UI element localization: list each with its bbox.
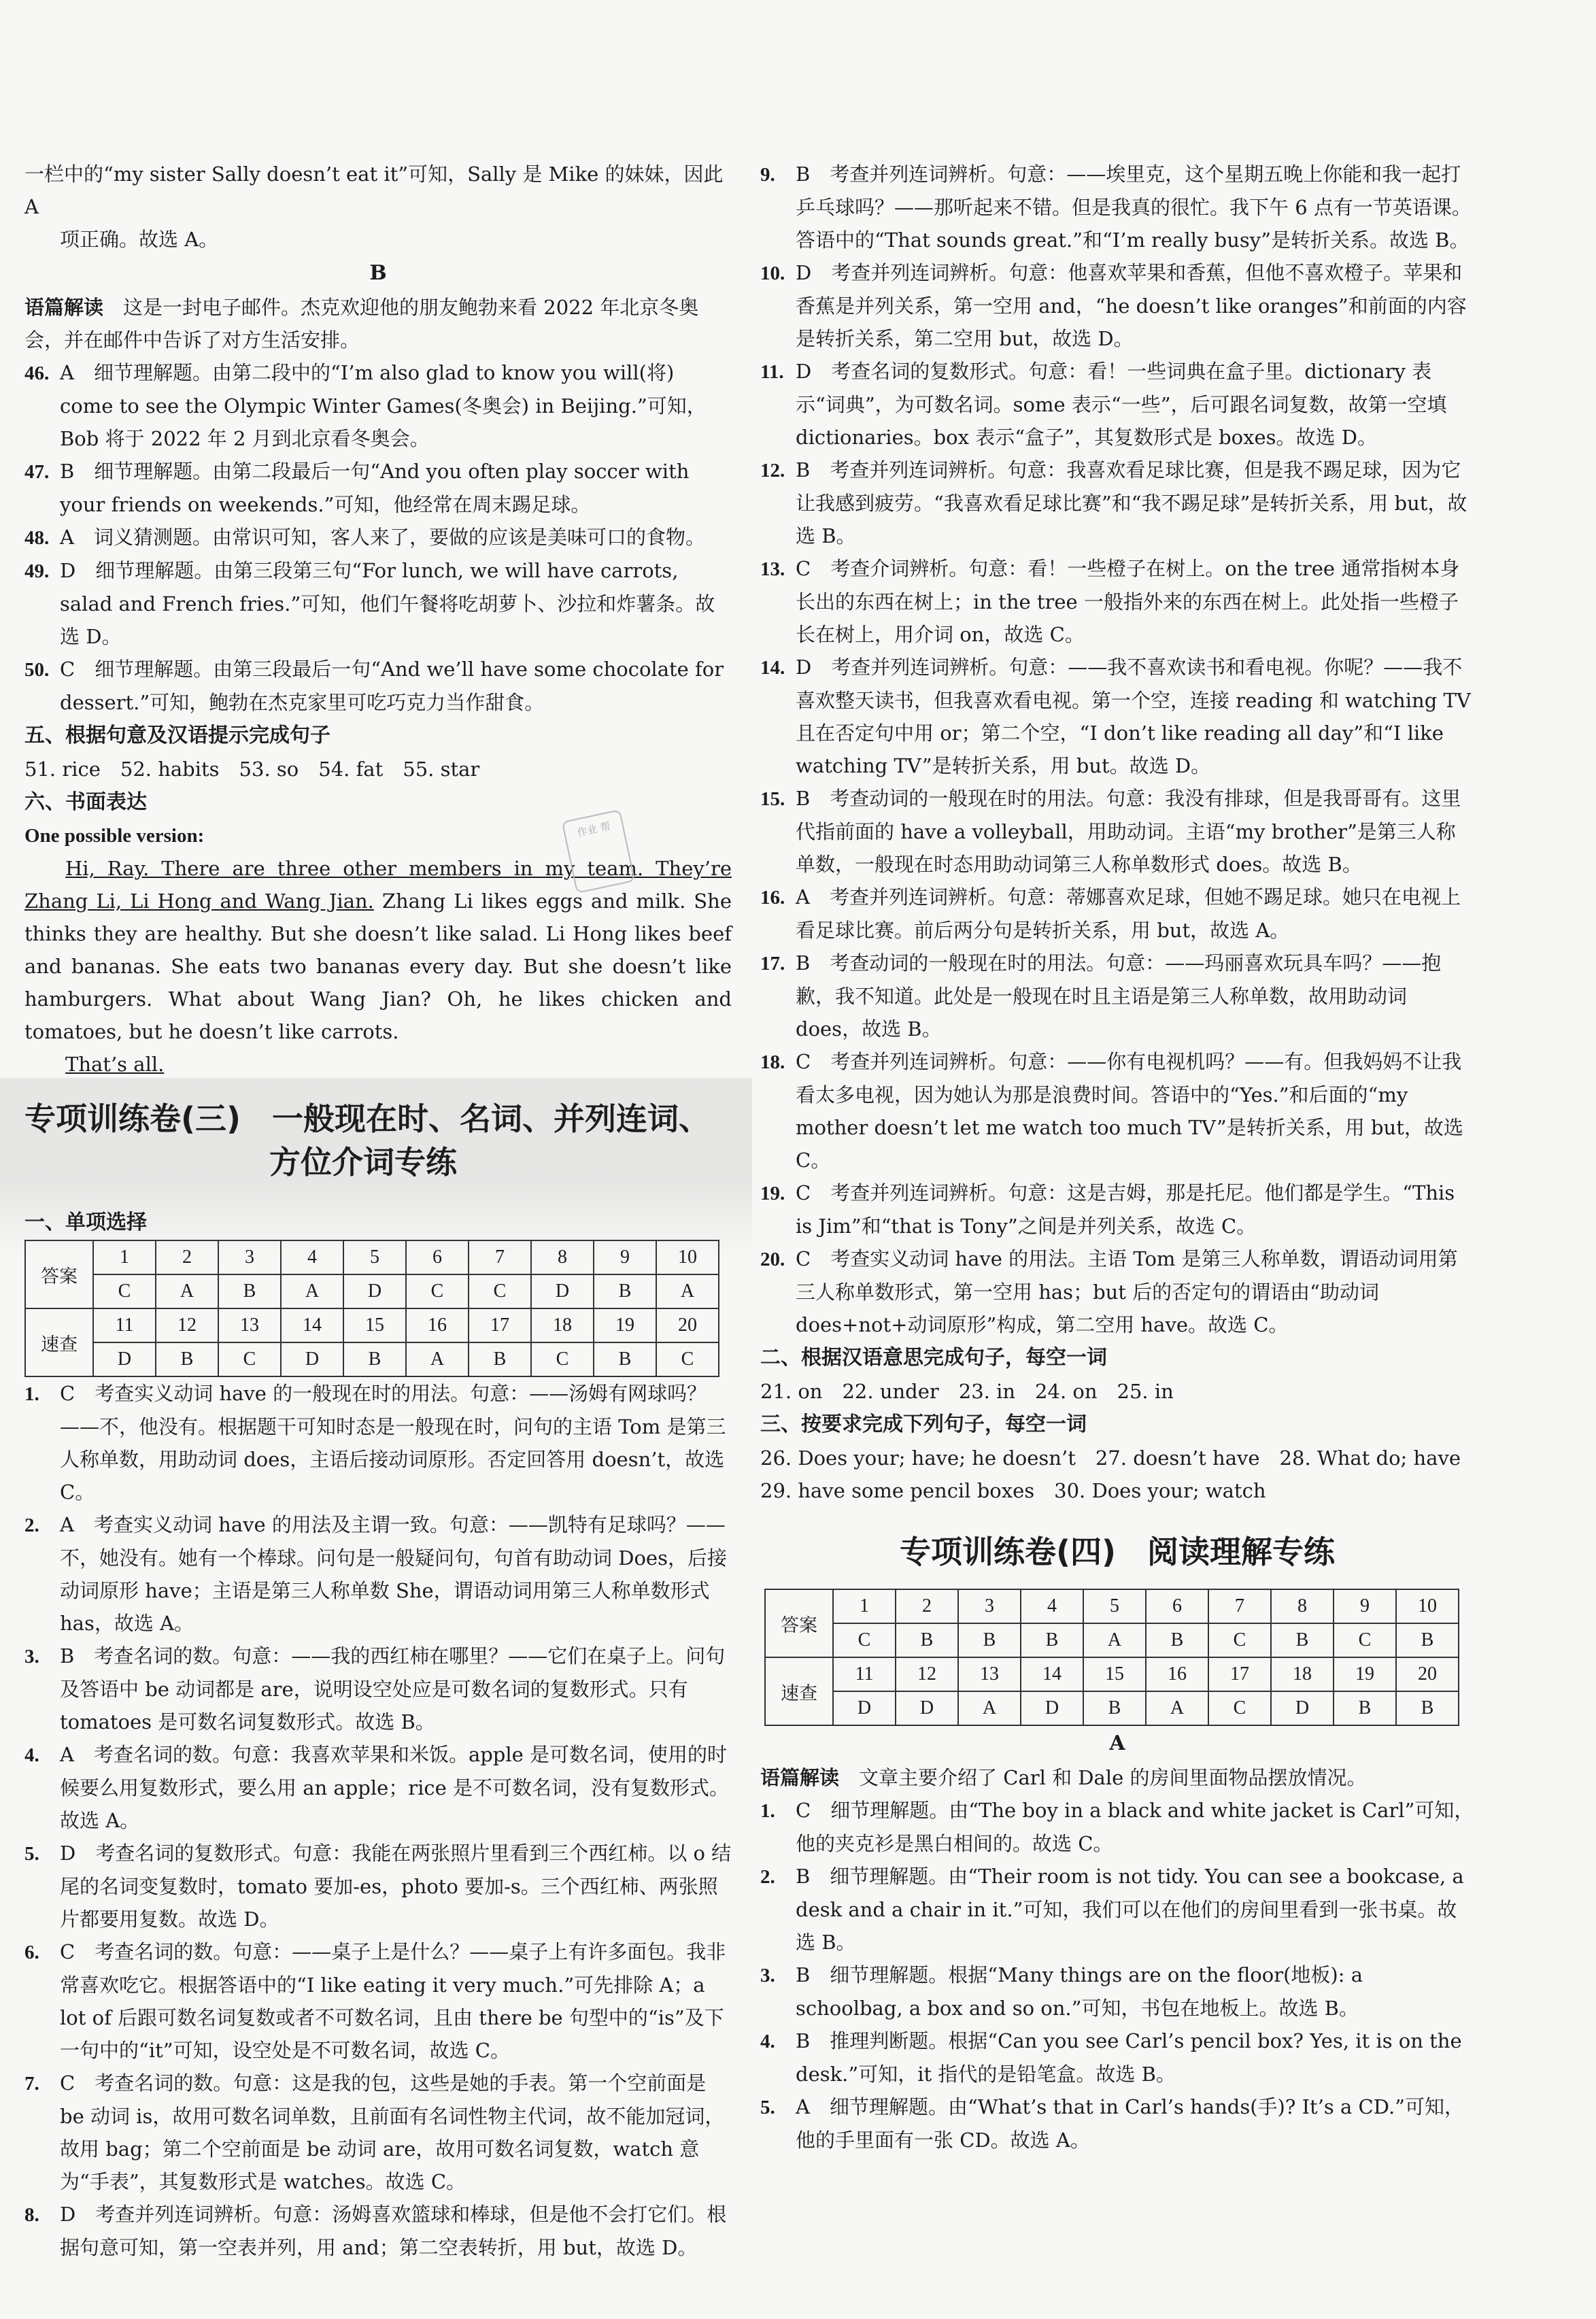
key-answer: D: [1271, 1691, 1334, 1725]
answer-number: 8.: [24, 2204, 39, 2226]
answer-item: [24, 455, 732, 521]
key-answer: B: [1271, 1623, 1334, 1657]
answer-number: 11.: [760, 361, 784, 383]
answer-item: [24, 1508, 732, 1640]
answer-key-table-2: [764, 1589, 1459, 1726]
key-answer: B: [343, 1342, 406, 1376]
answer-number: 18.: [760, 1051, 785, 1073]
answer-text: B 考查动词的一般现在时的用法。句意：我没有排球，但是我哥哥有。这里代指前面的 have a volleyball，用助动词。主语“my brother”是第三人称单数，一般现在时态用助动词第三人称单数形式 does。故选 B。: [796, 787, 1461, 876]
key-answer: A: [406, 1342, 469, 1376]
key-answer: A: [1083, 1623, 1146, 1657]
section3-title: 三、按要求完成下列句子，每空一词: [760, 1412, 1087, 1436]
key-answer: B: [218, 1274, 281, 1308]
answer-item: [24, 1377, 732, 1508]
key-num: 7: [1208, 1589, 1271, 1623]
answer-number: 2.: [24, 1514, 39, 1536]
answer-number: 13.: [760, 558, 785, 580]
key-num: 18: [1271, 1657, 1334, 1691]
answer-item: [760, 947, 1474, 1045]
key-answer: A: [656, 1274, 719, 1308]
answer-text: A 考查实义动词 have 的用法及主谓一致。句意：——凯特有足球吗？——不，她没有。她有一个棒球。问句是一般疑问句，句首有助动词 Does，后接动词原形 have；主语是第三人称单数 She，谓语动词用第三人称单数形式 has，故选 A。: [60, 1513, 727, 1635]
key-answer: D: [833, 1691, 896, 1725]
answer-number: 3.: [760, 1965, 775, 1986]
section6-title: 六、书面表达: [24, 790, 147, 814]
answer-item: [760, 881, 1474, 947]
answer-number: 6.: [24, 1942, 39, 1963]
answer-text: B 细节理解题。根据“Many things are on the floor(地板): a schoolbag, a box and so on.”可知，书包在地板上。故选 B。: [796, 1963, 1363, 2020]
answer-item: [760, 2025, 1474, 2091]
answer-item: [760, 1177, 1474, 1242]
paper3-title-2: 方位介词专练: [269, 1144, 457, 1181]
answer-number: 12.: [760, 460, 785, 481]
passage-a-summary: [760, 1761, 1474, 1794]
essay-underlined: Hi, Ray. There are three other members in my team. They’re Zhang Li, Li Hong and Wang Jian.: [24, 857, 732, 913]
key-answer: B: [594, 1274, 656, 1308]
answer-text: C 考查并列连词辨析。句意：这是吉姆，那是托尼。他们都是学生。“This is Jim”和“that is Tony”之间是并列关系，故选 C。: [796, 1181, 1455, 1238]
answer-number: 15.: [760, 788, 785, 810]
key-answer: C: [469, 1274, 531, 1308]
answer-item: [760, 1045, 1474, 1177]
answer-number: 17.: [760, 953, 785, 975]
key-answer: C: [1334, 1623, 1396, 1657]
section2-answers: 21. on 22. under 23. in 24. on 25. in: [760, 1380, 1174, 1403]
key-answer: C: [1208, 1623, 1271, 1657]
key-answer: B: [156, 1342, 218, 1376]
key-answer: D: [896, 1691, 958, 1725]
key-answer: B: [1146, 1623, 1208, 1657]
answer-text: C 细节理解题。由第三段最后一句“And we’ll have some chocolate for dessert.”可知，鲍勃在杰克家里可吃巧克力当作甜食。: [60, 658, 724, 714]
answer-text: C 细节理解题。由“The boy in a black and white jacket is Carl”可知，他的夹克衫是黑白相间的。故选 C。: [796, 1799, 1474, 1855]
key-answer: B: [1396, 1691, 1459, 1725]
key-answer: B: [958, 1623, 1021, 1657]
answer-key-table: [24, 1240, 719, 1377]
key-num: 14: [281, 1308, 343, 1342]
section3-answers-1: 26. Does your; have; he doesn’t 27. doesn’t have 28. What do; have: [760, 1446, 1461, 1470]
key-num: 19: [594, 1308, 656, 1342]
answer-number: 14.: [760, 657, 785, 679]
section3-answers-2: 29. have some pencil boxes 30. Does your; watch: [760, 1479, 1266, 1502]
key-num: 3: [218, 1240, 281, 1274]
answer-item: [24, 554, 732, 653]
key-num: 9: [1334, 1589, 1396, 1623]
key-num: 17: [1208, 1657, 1271, 1691]
answer-text: C 考查介词辨析。句意：看！一些橙子在树上。on the tree 通常指树本身长出的东西在树上；in the tree 一般指外来的东西在树上。此处指一些橙子长在树上，用介词 on，故选 C。: [796, 557, 1460, 646]
answer-number: 9.: [760, 164, 775, 186]
section-b-mark: B: [369, 261, 387, 285]
answer-number: 2.: [760, 1866, 775, 1888]
answer-number: 4.: [760, 2031, 775, 2052]
key-num: 11: [833, 1657, 896, 1691]
answer-item: [24, 1837, 732, 1935]
answer-item: [24, 2067, 732, 2198]
key-num: 19: [1334, 1657, 1396, 1691]
answer-text: B 考查并列连词辨析。句意：——埃里克，这个星期五晚上你能和我一起打乒乓球吗？——那听起来不错。但是我真的很忙。我下午 6 点有一节英语课。答语中的“That sounds great.”和“I’m really busy”是转折关系。故选 B。: [796, 163, 1472, 252]
key-num: 7: [469, 1240, 531, 1274]
answer-text: D 细节理解题。由第三段第三句“For lunch, we will have carrots, salad and French fries.”可知，他们午餐将吃胡萝卜、沙拉和炸薯条。故选 D。: [60, 559, 715, 648]
answer-item: [24, 521, 732, 554]
section5-title: 五、根据句意及汉语提示完成句子: [24, 724, 330, 747]
key-answer: B: [594, 1342, 656, 1376]
essay-end: That’s all.: [65, 1053, 165, 1076]
answer-text: A 细节理解题。由第二段中的“I’m also glad to know you will(将) come to see the Olympic Winter Games(冬奥会) in Beijing.”可知，Bob 将于 2022 年 2 月到北京看冬奥会。: [60, 361, 707, 450]
answer-text: B 考查并列连词辨析。句意：我喜欢看足球比赛，但是我不踢足球，因为它让我感到疲劳。“我喜欢看足球比赛”和“我不踢足球”是转折关系，用 but，故选 B。: [796, 458, 1467, 547]
answer-number: 48.: [24, 527, 50, 549]
answer-item: [24, 1640, 732, 1738]
passage-b-summary: [24, 291, 732, 356]
key-num: 6: [406, 1240, 469, 1274]
key-num: 20: [656, 1308, 719, 1342]
answer-item: [760, 454, 1474, 552]
answer-text: C 考查名词的数。句意：这是我的包，这些是她的手表。第一个空前面是 be 动词 is，故用可数名词单数，且前面有名词性物主代词，故不能加冠词，故用 bag；第二个空前面是 be 动词 are，故用可数名词复数，watch 意为“手表”，其复数形式是 watches。故选 C。: [60, 2071, 725, 2193]
answer-item: [760, 1794, 1474, 1860]
answer-number: 10.: [760, 263, 785, 284]
key-label-2: 速查: [765, 1657, 833, 1725]
section5-answers: 51. rice 52. habits 53. so 54. fat 55. star: [24, 758, 480, 781]
key-num: 5: [343, 1240, 406, 1274]
answer-number: 46.: [24, 362, 50, 384]
key-answer: C: [656, 1342, 719, 1376]
key-num: 13: [218, 1308, 281, 1342]
answer-item: [24, 1935, 732, 2067]
answer-text: C 考查并列连词辨析。句意：——你有电视机吗？——有。但我妈妈不让我看太多电视，因为她认为那是浪费时间。答语中的“Yes.”和后面的“my mother doesn’t let me watch too much TV”是转折关系，用 but，故选 C。: [796, 1050, 1463, 1172]
key-num: 6: [1146, 1589, 1208, 1623]
answer-item: [760, 1860, 1474, 1959]
key-num: 10: [656, 1240, 719, 1274]
answer-number: 3.: [24, 1646, 39, 1668]
key-num: 9: [594, 1240, 656, 1274]
key-answer: B: [1396, 1623, 1459, 1657]
paper4-title: 专项训练卷(四) 阅读理解专练: [899, 1534, 1336, 1570]
answer-item: [24, 1738, 732, 1837]
key-num: 15: [343, 1308, 406, 1342]
answer-text: C 考查实义动词 have 的一般现在时的用法。句意：——汤姆有网球吗？——不，他没有。根据题干可知时态是一般现在时，问句的主语 Tom 是第三人称单数，用助动词 does，主语后接动词原形。否定回答用 doesn’t，故选 C。: [60, 1382, 726, 1504]
answers-b: [24, 356, 732, 719]
section-a-mark: A: [1109, 1731, 1125, 1755]
key-num: 1: [833, 1589, 896, 1623]
answers-paper4: [760, 1794, 1474, 2156]
key-answer: B: [469, 1342, 531, 1376]
answer-text: B 细节理解题。由“Their room is not tidy. You can see a bookcase, a desk and a chair in it.”可知，我们可以在他们的房间里看到一张书桌。故选 B。: [796, 1865, 1464, 1954]
answer-number: 20.: [760, 1249, 785, 1270]
answer-text: D 考查并列连词辨析。句意：他喜欢苹果和香蕉，但他不喜欢橙子。苹果和香蕉是并列关系，第一空用 and，“he doesn’t like oranges”和前面的内容是转折关系，第二空用 but，故选 D。: [796, 261, 1467, 350]
answer-text: C 考查名词的数。句意：——桌子上是什么？——桌子上有许多面包。我非常喜欢吃它。根据答语中的“I like eating it very much.”可先排除 A；a lot of 后跟可数名词复数或者不可数名词，且由 there be 句型中的“is”及下一句中的“it”可知，设空处是不可数名词，故选 C。: [60, 1940, 726, 2062]
answer-number: 1.: [760, 1800, 775, 1822]
section2-title: 二、根据汉语意思完成句子，每空一词: [760, 1346, 1107, 1370]
passage-b-text: 这是一封电子邮件。杰克欢迎他的朋友鲍勃来看 2022 年北京冬奥会，并在邮件中告诉了对方生活安排。: [24, 296, 699, 352]
key-answer: B: [1334, 1691, 1396, 1725]
paper3-banner: [24, 1091, 732, 1199]
answer-text: D 考查名词的复数形式。句意：看！一些词典在盒子里。dictionary 表示“词典”，为可数名词。some 表示“一些”，后可跟名词复数，故第一空填 dictionaries。box 表示“盒子”，其复数形式是 boxes。故选 D。: [796, 360, 1447, 449]
stamp-watermark: 作业 帮: [562, 809, 636, 894]
intro-line-2: 项正确。故选 A。: [60, 228, 219, 251]
key-num: 2: [896, 1589, 958, 1623]
answer-item: [760, 158, 1474, 256]
answer-text: D 考查并列连词辨析。句意：汤姆喜欢篮球和棒球，但是他不会打它们。根据句意可知，第一空表并列，用 and；第二空表转折，用 but，故选 D。: [60, 2203, 727, 2259]
key-num: 8: [1271, 1589, 1334, 1623]
answer-item: [24, 653, 732, 719]
paper3-section1-title: 一、单项选择: [24, 1211, 147, 1234]
key-num: 4: [281, 1240, 343, 1274]
key-num: 13: [958, 1657, 1021, 1691]
answer-item: [760, 1242, 1474, 1341]
essay-text: Zhang Li likes eggs and milk. She thinks they are healthy. But she doesn’t like salad. Li Hong likes beef and bananas. She eats two bananas every day. But she doesn’t like hamburgers. What about Wang Jian? Oh, he likes chicken and tomatoes, but he doesn’t like carrots.: [24, 890, 732, 1043]
key-answer: C: [833, 1623, 896, 1657]
key-num: 14: [1021, 1657, 1083, 1691]
answer-text: B 考查名词的数。句意：——我的西红柿在哪里？——它们在桌子上。问句及答语中 be 动词都是 are，说明设空处应是可数名词的复数形式。只有 tomatoes 是可数名词复数形式。故选 B。: [60, 1644, 726, 1733]
answer-text: A 细节理解题。由“What’s that in Carl’s hands(手)? It’s a CD.”可知，他的手里面有一张 CD。故选 A。: [796, 2095, 1464, 2152]
answer-item: [760, 256, 1474, 355]
key-num: 1: [93, 1240, 156, 1274]
answer-number: 50.: [24, 659, 50, 681]
key-answer: B: [1083, 1691, 1146, 1725]
answer-text: C 考查实义动词 have 的用法。主语 Tom 是第三人称单数，谓语动词用第三人称单数形式，第一空用 has；but 后的否定句的谓语由“助动词 does+not+动词原形”构成，第二空用 have。故选 C。: [796, 1247, 1458, 1336]
intro-line-1: 一栏中的“my sister Sally doesn’t eat it”可知，Sally 是 Mike 的妹妹，因此 A: [24, 163, 724, 218]
key-answer: A: [958, 1691, 1021, 1725]
answer-number: 5.: [24, 1843, 39, 1865]
key-answer: D: [281, 1342, 343, 1376]
key-answer: C: [218, 1342, 281, 1376]
key-label-2: 速查: [25, 1308, 93, 1376]
key-num: 5: [1083, 1589, 1146, 1623]
version-label: One possible version:: [24, 825, 205, 847]
answer-text: A 考查名词的数。句意：我喜欢苹果和米饭。apple 是可数名词，使用的时候要么用复数形式，要么用 an apple；rice 是不可数名词，没有复数形式。故选 A。: [60, 1743, 730, 1832]
answer-number: 1.: [24, 1383, 39, 1405]
answer-number: 49.: [24, 560, 50, 582]
key-answer: D: [531, 1274, 594, 1308]
answer-item: [24, 356, 732, 455]
key-num: 3: [958, 1589, 1021, 1623]
answer-item: [760, 2091, 1474, 2156]
key-answer: A: [156, 1274, 218, 1308]
key-num: 16: [406, 1308, 469, 1342]
answer-text: D 考查并列连词辨析。句意：——我不喜欢读书和看电视。你呢？——我不喜欢整天读书，但我喜欢看电视。第一个空，连接 reading 和 watching TV 且在否定句中用 or；第二个空，“I don’t like reading all day”和“I like watching TV”是转折关系，用 but。故选 D。: [796, 656, 1471, 777]
answer-item: [760, 651, 1474, 782]
answer-item: [760, 552, 1474, 651]
answer-text: D 考查名词的复数形式。句意：我能在两张照片里看到三个西红柿。以 o 结尾的名词变复数时，tomato 要加-es，photo 要加-s。三个西红柿、两张照片都要用复数。故选 D。: [60, 1842, 732, 1931]
key-answer: C: [93, 1274, 156, 1308]
answer-text: B 推理判断题。根据“Can you see Carl’s pencil box? Yes, it is on the desk.”可知，it 指代的是铅笔盒。故选 B。: [796, 2029, 1462, 2086]
key-label-1: 答案: [25, 1240, 93, 1308]
answer-number: 16.: [760, 887, 785, 909]
paper3-title-1: 专项训练卷(三) 一般现在时、名词、并列连词、: [24, 1100, 711, 1137]
answer-number: 5.: [760, 2097, 775, 2118]
answers-paper3: [24, 1377, 732, 2264]
answer-item: [760, 782, 1474, 881]
key-num: 20: [1396, 1657, 1459, 1691]
key-answer: C: [1208, 1691, 1271, 1725]
key-answer: A: [281, 1274, 343, 1308]
answer-item: [24, 2198, 732, 2264]
key-num: 2: [156, 1240, 218, 1274]
key-answer: C: [406, 1274, 469, 1308]
answer-number: 7.: [24, 2073, 39, 2095]
key-num: 12: [896, 1657, 958, 1691]
key-answer: A: [1146, 1691, 1208, 1725]
key-num: 18: [531, 1308, 594, 1342]
key-num: 8: [531, 1240, 594, 1274]
key-num: 17: [469, 1308, 531, 1342]
right-column: [760, 158, 1474, 2156]
key-num: 11: [93, 1308, 156, 1342]
key-answer: B: [1021, 1623, 1083, 1657]
key-num: 12: [156, 1308, 218, 1342]
key-answer: C: [531, 1342, 594, 1376]
passage-b-label: 语篇解读: [24, 296, 104, 319]
answer-text: B 考查动词的一般现在时的用法。句意：——玛丽喜欢玩具车吗？——抱歉，我不知道。此处是一般现在时且主语是第三人称单数，故用助动词 does，故选 B。: [796, 951, 1442, 1040]
answer-number: 47.: [24, 461, 50, 483]
answer-number: 19.: [760, 1183, 785, 1204]
answer-item: [760, 355, 1474, 454]
key-num: 16: [1146, 1657, 1208, 1691]
key-num: 15: [1083, 1657, 1146, 1691]
answer-text: A 词义猜测题。由常识可知，客人来了，要做的应该是美味可口的食物。: [60, 526, 705, 549]
left-column: [24, 158, 732, 2264]
key-label-1: 答案: [765, 1589, 833, 1657]
answer-number: 4.: [24, 1744, 39, 1766]
answer-text: A 考查并列连词辨析。句意：蒂娜喜欢足球，但她不踢足球。她只在电视上看足球比赛。前后两分句是转折关系，用 but，故选 A。: [796, 885, 1461, 942]
key-answer: D: [93, 1342, 156, 1376]
key-num: 4: [1021, 1589, 1083, 1623]
key-answer: B: [896, 1623, 958, 1657]
passage-a-text: 文章主要介绍了 Carl 和 Dale 的房间里面物品摆放情况。: [859, 1766, 1367, 1789]
passage-a-label: 语篇解读: [760, 1766, 840, 1789]
key-num: 10: [1396, 1589, 1459, 1623]
key-answer: D: [343, 1274, 406, 1308]
answer-item: [760, 1959, 1474, 2025]
key-answer: D: [1021, 1691, 1083, 1725]
answers-paper3-continued: [760, 158, 1474, 1341]
answer-text: B 细节理解题。由第二段最后一句“And you often play soccer with your friends on weekends.”可知，他经常在周末踢足球。: [60, 460, 690, 516]
